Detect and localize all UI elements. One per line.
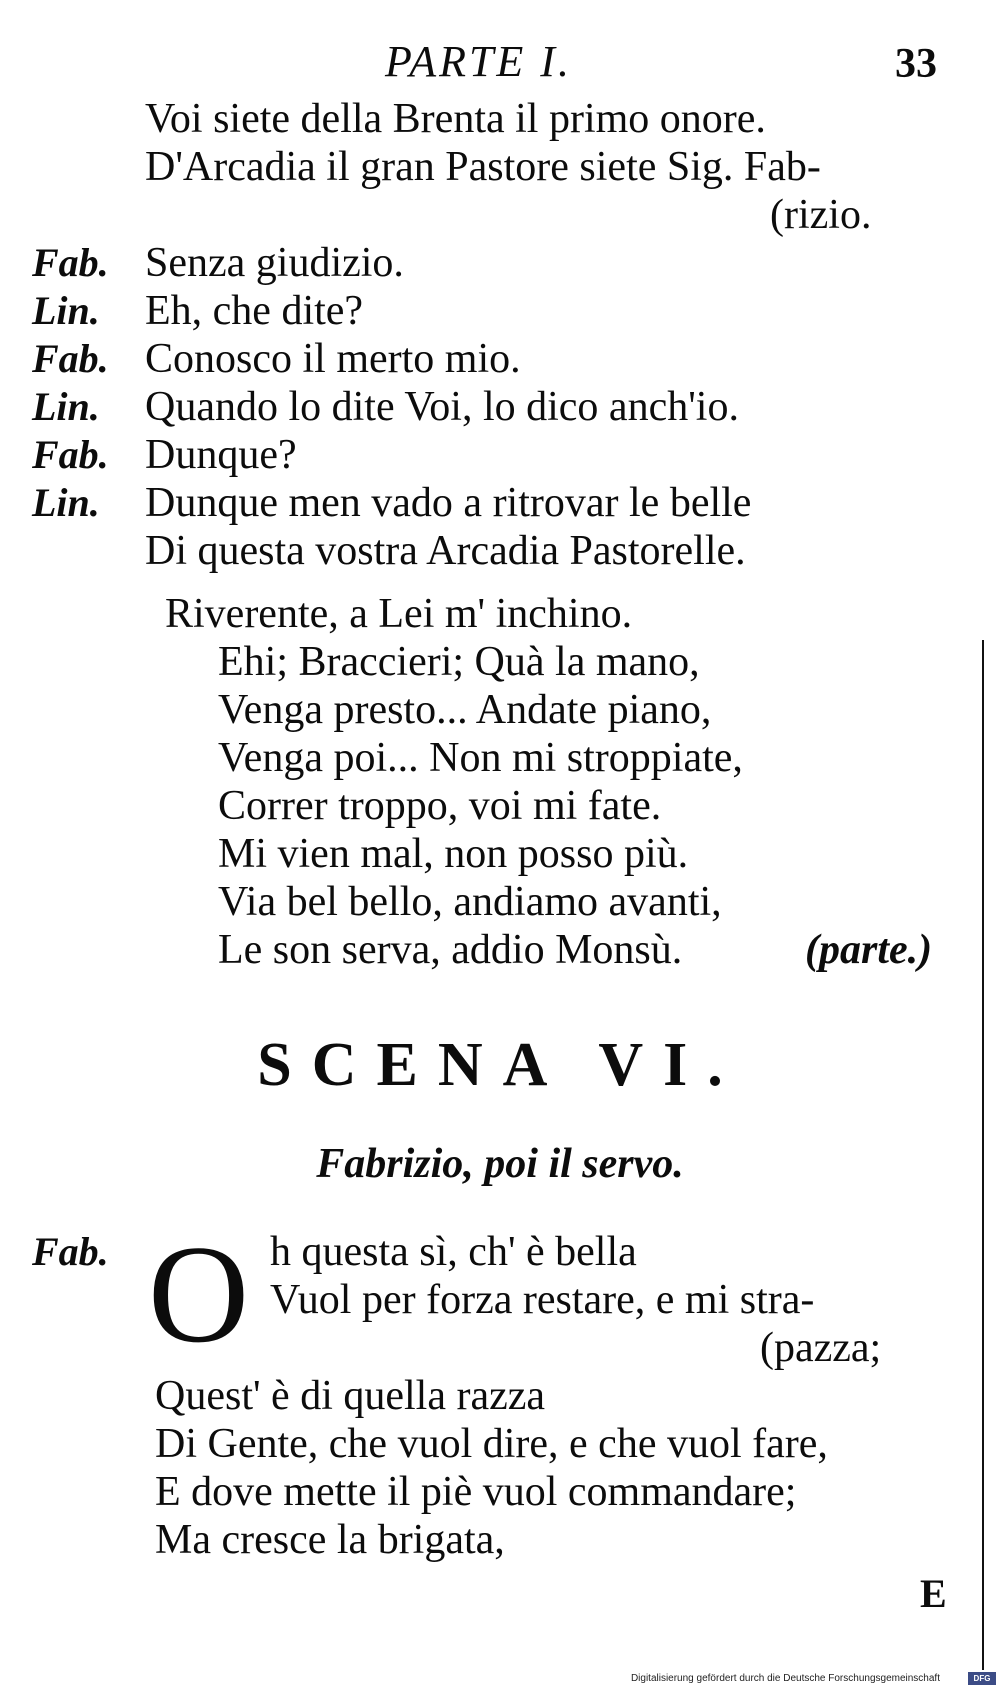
speaker-label: Fab. [32, 240, 109, 285]
scene-characters: Fabrizio, poi il servo. [316, 1141, 684, 1187]
dfg-logo: DFG [968, 1672, 996, 1685]
verse-line: Vuol per forza restare, e mi stra- [270, 1277, 815, 1323]
verse-line: Di Gente, che vuol dire, e che vuol fare, [155, 1421, 828, 1467]
scene-title: SCENA VI. [257, 1031, 743, 1099]
stage-direction: (parte.) [805, 927, 933, 973]
verse-line: Ma cresce la brigata, [155, 1517, 505, 1563]
drop-cap: O [148, 1217, 250, 1372]
verse-line: h questa sì, ch' è bella [270, 1229, 637, 1275]
verse-line: Eh, che dite? [145, 288, 364, 334]
aria-line: Venga poi... Non mi stroppiate, [218, 735, 743, 781]
speaker-label: Fab. [32, 432, 109, 477]
verse-line: (pazza; [760, 1325, 882, 1371]
aria-line: Mi vien mal, non posso più. [218, 831, 689, 877]
verse-line: Quest' è di quella razza [155, 1373, 546, 1419]
speaker-label: Lin. [32, 288, 100, 333]
aria-line: Ehi; Braccieri; Quà la mano, [218, 639, 700, 685]
aria-line: Le son serva, addio Monsù. [218, 927, 683, 973]
digitization-credit: Digitalisierung gefördert durch die Deutsche Forschungsgemeinschaft [630, 1673, 940, 1684]
verse-line: Senza giudizio. [145, 240, 404, 286]
aria-line: Riverente, a Lei m' inchino. [165, 591, 633, 637]
aria-line: Via bel bello, andiamo avanti, [218, 879, 722, 925]
verse-line: Quando lo dite Voi, lo dico anch'io. [145, 384, 739, 430]
signature-mark: E [920, 1571, 947, 1616]
page-number: 33 [895, 41, 937, 87]
speaker-label: Lin. [32, 384, 100, 429]
verse-line: Voi siete della Brenta il primo onore. [145, 96, 766, 142]
verse-line: Conosco il merto mio. [145, 336, 521, 382]
verse-line: E dove mette il piè vuol commandare; [155, 1469, 797, 1515]
page-edge-rule [982, 640, 984, 1670]
verse-line: Di questa vostra Arcadia Pastorelle. [145, 528, 746, 574]
speaker-label: Fab. [32, 336, 109, 381]
verse-line: D'Arcadia il gran Pastore siete Sig. Fab- [145, 144, 821, 190]
aria-line: Correr troppo, voi mi fate. [218, 783, 662, 829]
speaker-label: Lin. [32, 480, 100, 525]
verse-line: Dunque? [145, 432, 297, 478]
page-header [0, 36, 1000, 96]
running-title: PARTE I. [385, 37, 572, 86]
verse-line: (rizio. [770, 192, 872, 238]
speaker-label: Fab. [32, 1229, 109, 1274]
aria-line: Venga presto... Andate piano, [218, 687, 712, 733]
verse-line: Dunque men vado a ritrovar le belle [145, 480, 752, 526]
